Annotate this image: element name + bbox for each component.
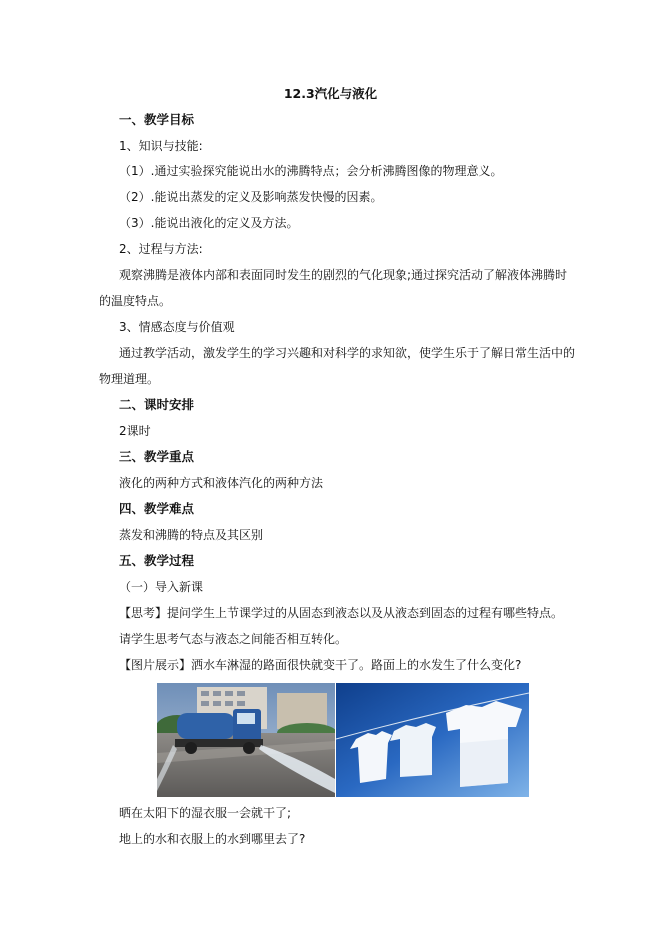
subheading-knowledge: 1、知识与技能: (119, 139, 203, 153)
process-paragraph-line-2: 的温度特点。 (99, 294, 172, 308)
sprinkler-truck-photo (157, 683, 335, 797)
difficulties-text: 蒸发和沸腾的特点及其区别 (119, 528, 264, 542)
subheading-introduction: （一）导入新课 (119, 580, 204, 594)
document-title: 12.3汽化与液化 (283, 86, 378, 101)
question-text: 请学生思考气态与液态之间能否相互转化。 (119, 632, 348, 646)
objective-item-3: （3）.能说出液化的定义及方法。 (119, 216, 299, 230)
section-heading-schedule: 二、课时安排 (119, 397, 195, 412)
picture-prompt: 【图片展示】洒水车淋湿的路面很快就变干了。路面上的水发生了什么变化? (119, 658, 522, 672)
observation-line-1: 晒在太阳下的湿衣服一会就干了; (119, 806, 292, 820)
attitude-paragraph-line-1: 通过教学活动，激发学生的学习兴趣和对科学的求知欲，使学生乐于了解日常生活中的 (119, 346, 576, 360)
section-heading-difficulties: 四、教学难点 (119, 501, 195, 516)
think-prompt: 【思考】提问学生上节课学过的从固态到液态以及从液态到固态的过程有哪些特点。 (119, 606, 564, 620)
objective-item-2: （2）.能说出蒸发的定义及影响蒸发快慢的因素。 (119, 190, 383, 204)
subheading-attitude: 3、情感态度与价值观 (119, 320, 235, 334)
subheading-process: 2、过程与方法: (119, 242, 203, 256)
drying-clothes-photo (336, 683, 529, 797)
section-heading-objectives: 一、教学目标 (119, 112, 195, 127)
key-points-text: 液化的两种方式和液体汽化的两种方法 (119, 476, 324, 490)
process-paragraph-line-1: 观察沸腾是液体内部和表面同时发生的剧烈的气化现象;通过探究活动了解液体沸腾时 (119, 268, 568, 282)
attitude-paragraph-line-2: 物理道理。 (99, 372, 160, 386)
observation-line-2: 地上的水和衣服上的水到哪里去了? (119, 832, 306, 846)
schedule-text: 2课时 (119, 424, 151, 438)
section-heading-key-points: 三、教学重点 (119, 449, 195, 464)
objective-item-1: （1）.通过实验探究能说出水的沸腾特点；会分析沸腾图像的物理意义。 (119, 164, 503, 178)
section-heading-process: 五、教学过程 (119, 553, 195, 568)
